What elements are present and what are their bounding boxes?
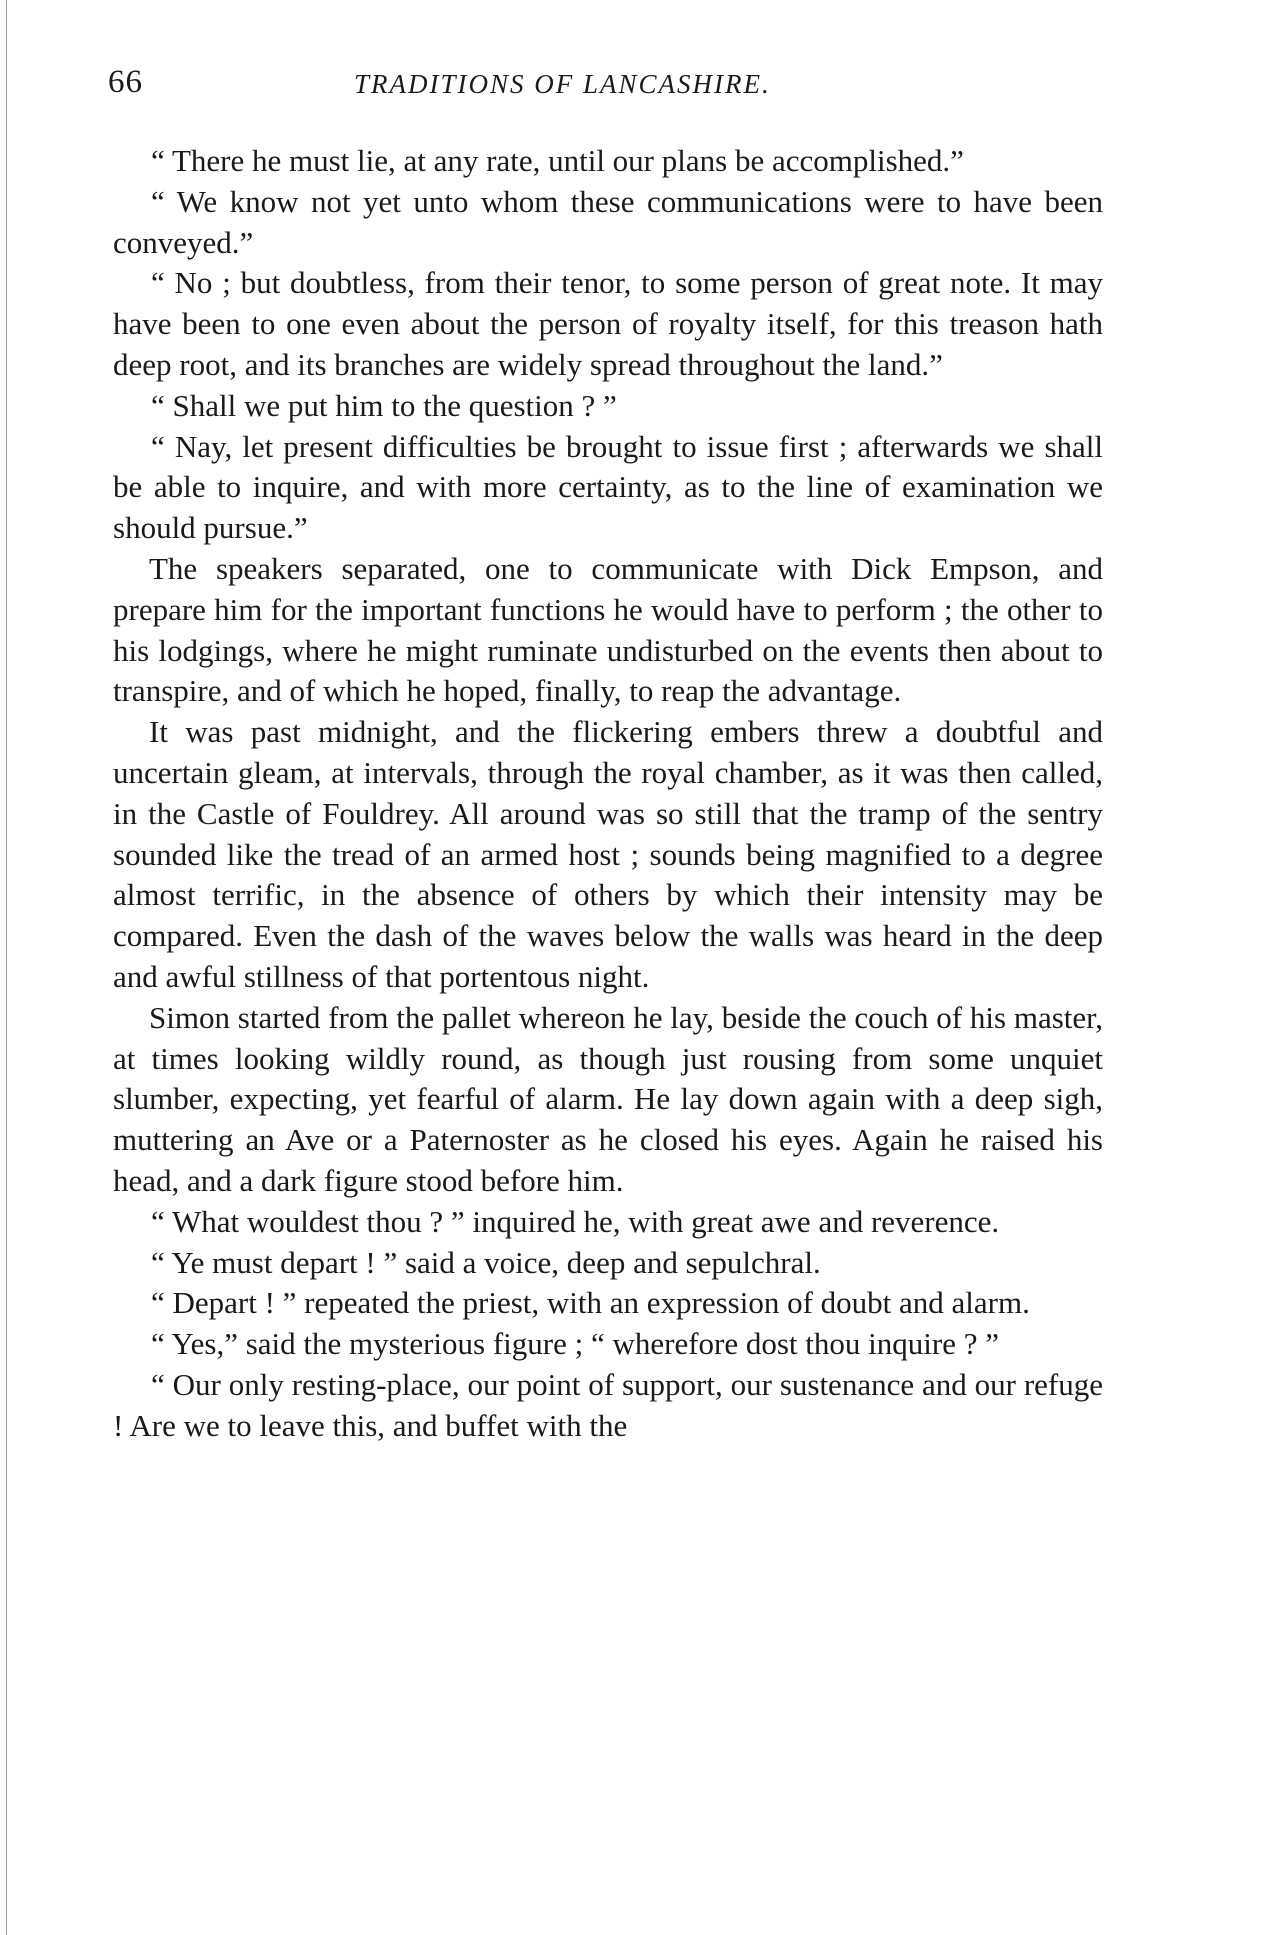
- paragraph: “ What wouldest thou ? ” inquired he, with great awe and reverence.: [151, 1203, 1000, 1239]
- paragraph: “ There he must lie, at any rate, until our plans be accomplished.”: [151, 143, 964, 178]
- running-head: [108, 62, 1108, 102]
- running-title: TRADITIONS OF LANCASHIRE.: [354, 69, 771, 99]
- paragraph: “ Depart ! ” repeated the priest, with an expression of doubt and alarm.: [151, 1285, 1030, 1321]
- paragraph: “ We know not yet unto whom these communications were to have been conveyed.”: [113, 183, 1103, 260]
- paragraph: Simon started from the pallet whereon he lay, beside the couch of his master, at times looking wildly round, as though just rousing from some unquiet slumber, expecting, yet fearful of alarm. He lay down again with a deep sigh, muttering an Ave or a Paternoster as he closed his eyes. Again he raised his head, and a dark figure stood before him.: [113, 999, 1103, 1198]
- paragraph: The speakers separated, one to communicate with Dick Empson, and prepare him for the important functions he would have to perform ; the other to his lodgings, where he might ruminate undisturbed on the events then about to transpire, and of which he hoped, finally, to reap the advantage.: [113, 550, 1103, 709]
- page-number: 66: [108, 64, 143, 100]
- paragraph: “ Shall we put him to the question ? ”: [151, 387, 617, 423]
- body-text: [113, 141, 1103, 1447]
- paragraph: “ Ye must depart ! ” said a voice, deep and sepulchral.: [151, 1244, 821, 1280]
- paragraph: “ Nay, let present difficulties be brought to issue first ; afterwards we shall be able to inquire, and with more certainty, as to the line of examination we should pursue.”: [113, 428, 1103, 546]
- paragraph: “ Yes,” said the mysterious figure ; “ wherefore dost thou inquire ? ”: [151, 1326, 999, 1362]
- paragraph: “ Our only resting-place, our point of support, our sustenance and our refuge ! Are we to leave this, and buffet with the: [113, 1366, 1103, 1443]
- page-edge-line: [6, 0, 7, 1935]
- paragraph: It was past midnight, and the flickering embers threw a doubtful and uncertain gleam, at intervals, through the royal chamber, as it was then called, in the Castle of Fouldrey. All around was so still that the tramp of the sentry sounded like the tread of an armed host ; sounds being magnified to a degree almost terrific, in the absence of others by which their intensity may be compared. Even the dash of the waves below the walls was heard in the deep and awful stillness of that portentous night.: [113, 714, 1103, 994]
- paragraph: “ No ; but doubtless, from their tenor, to some person of great note. It may have been to one even about the person of royalty itself, for this treason hath deep root, and its branches are widely spread throughout the land.”: [113, 265, 1103, 382]
